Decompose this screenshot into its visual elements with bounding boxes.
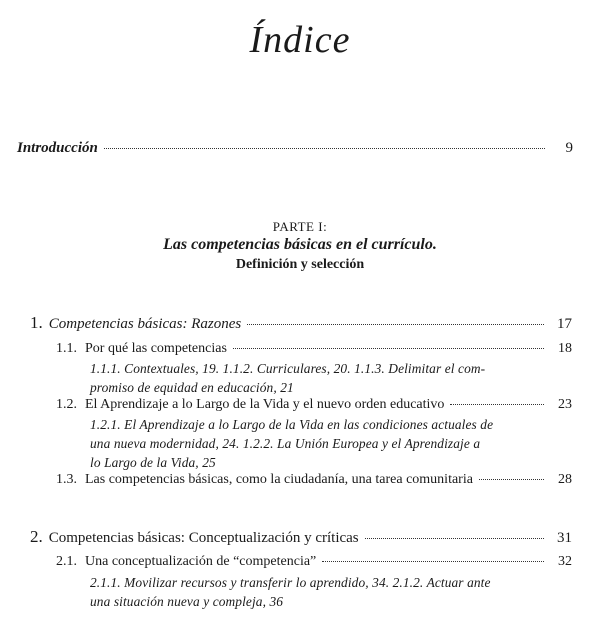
toc-page-number: 23	[558, 397, 572, 412]
toc-page-number: 31	[557, 530, 572, 546]
page-title: Índice	[249, 19, 351, 61]
section-title: Por qué las competencias	[85, 341, 227, 356]
part-title: Las competencias básicas en el currículo.	[163, 236, 437, 253]
dot-leader	[322, 561, 544, 562]
toc-chapter-1[interactable]	[30, 313, 572, 333]
chapter-number: 1.	[30, 313, 43, 332]
subsection-line: 1.2.1. El Aprendizaje a lo Largo de la Vida en las condiciones actuales de	[90, 417, 494, 432]
section-number: 2.1.	[56, 554, 77, 569]
section-title: Una conceptualización de “competencia”	[85, 554, 317, 569]
toc-section-2-1[interactable]	[56, 554, 572, 570]
subsection-line: 1.1.1. Contextuales, 19. 1.1.2. Curriculares, 20. 1.1.3. Delimitar el com-	[90, 361, 486, 376]
section-number: 1.1.	[56, 341, 77, 356]
chapter-title: Competencias básicas: Razones	[48, 316, 242, 332]
toc-page-number: 17	[557, 316, 572, 332]
toc-section-1-1[interactable]	[56, 341, 572, 357]
section-number: 1.3.	[56, 472, 77, 487]
chapter-title: Competencias básicas: Conceptualización y críticas	[48, 530, 359, 546]
section-number: 1.2.	[56, 397, 77, 412]
dot-leader	[233, 348, 544, 349]
toc-page-number: 9	[565, 140, 573, 156]
dot-leader	[247, 324, 544, 325]
chapter-number: 2.	[30, 527, 43, 546]
dot-leader	[479, 479, 544, 480]
toc-page-number: 32	[558, 554, 572, 569]
section-title: Las competencias básicas, como la ciudadanía, una tarea comunitaria	[85, 472, 473, 487]
toc-page-number: 18	[558, 341, 572, 356]
toc-chapter-2[interactable]	[30, 527, 572, 547]
toc-section-1-2[interactable]	[56, 397, 572, 413]
toc-page-number: 28	[558, 472, 572, 487]
toc-entry-label: Introducción	[17, 140, 98, 156]
subsection-line: una nueva modernidad, 24. 1.2.2. La Unión Europea y el Aprendizaje a	[90, 436, 481, 451]
toc-section-1-3[interactable]	[56, 472, 572, 488]
part-label: PARTE I:	[272, 219, 328, 234]
part-subtitle: Definición y selección	[235, 257, 365, 272]
subsection-line: una situación nueva y compleja, 36	[90, 594, 284, 609]
subsection-line: lo Largo de la Vida, 25	[90, 455, 216, 470]
subsection-line: promiso de equidad en educación, 21	[90, 380, 294, 395]
dot-leader	[104, 148, 545, 149]
dot-leader	[450, 404, 544, 405]
toc-entry-intro[interactable]	[17, 140, 573, 157]
subsection-line: 2.1.1. Movilizar recursos y transferir lo aprendido, 34. 2.1.2. Actuar ante	[90, 575, 491, 590]
dot-leader	[365, 538, 544, 539]
section-title: El Aprendizaje a lo Largo de la Vida y el nuevo orden educativo	[85, 397, 445, 412]
